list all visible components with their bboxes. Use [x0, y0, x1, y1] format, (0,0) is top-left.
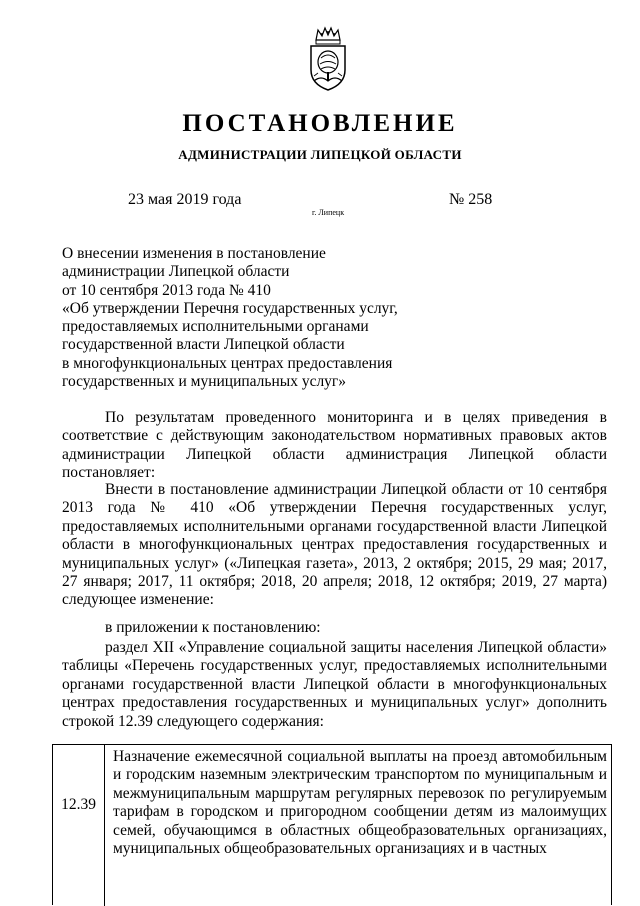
document-title: ПОСТАНОВЛЕНИЕ — [182, 110, 458, 137]
paragraph-section: раздел XII «Управление социальной защиты населения Липецкой области» таблицы «Перечень государственных услуг, предоставляемых исполнительными органами государственной власти Липецкой области в многофункциональных центрах предоставления государственных и муниципальных услуг» дополнить строкой 12.39 следующего содержания: — [62, 639, 607, 730]
paragraph-appendix: в приложении к постановлению: — [105, 619, 321, 636]
paragraph-preamble: По результатам проведенного мониторинга и в целях приведения в соответствие с действующим законодательством нормативных правовых актов администрации Липецкой области администрация Липецкой области постановляет: — [62, 409, 607, 482]
document-date: 23 мая 2019 года — [128, 191, 242, 208]
about-line: государственной власти Липецкой области — [62, 336, 345, 354]
about-line: от 10 сентября 2013 года № 410 — [62, 281, 271, 299]
document-subtitle: АДМИНИСТРАЦИИ ЛИПЕЦКОЙ ОБЛАСТИ — [178, 147, 462, 162]
about-line: «Об утверждении Перечня государственных услуг, — [62, 299, 398, 317]
services-table — [52, 744, 612, 905]
document-city: г. Липецк — [312, 208, 345, 217]
about-line: администрации Липецкой области — [62, 263, 290, 281]
table-row-text: Назначение ежемесячной социальной выплаты на проезд автомобильным и городским наземным электрическим транспортом по муниципальным и межмуниципальным маршрутам регулярных перевозок по регулируемым тарифам в городском и пригородном сообщении детям из малоимущих семей, обучающимся в областных общеобразовательных организациях, муниципальных общеобразовательных организациях и в частных — [113, 748, 607, 858]
coat-of-arms-icon — [304, 26, 352, 92]
about-line: О внесении изменения в постановление — [62, 245, 326, 262]
table-row-number — [53, 745, 105, 906]
about-line: государственных и муниципальных услуг» — [62, 373, 347, 391]
document-about-block — [62, 245, 482, 391]
paragraph-amendment: Внести в постановление администрации Липецкой области от 10 сентября 2013 года № 410 «Об утверждении Перечня государственных услуг, предоставляемых исполнительными органами государственной власти Липецкой области в многофункциональных центрах предоставления государственных и муниципальных услуг» («Липецкая газета», 2013, 2 октября; 2015, 29 мая; 2017, 27 января; 2017, 11 октября; 2018, 20 апреля; 2018, 12 октября; 2019, 27 марта) следующее изменение: — [62, 481, 607, 609]
about-line: в многофункциональных центрах предоставления — [62, 354, 393, 372]
row-number-text: 12.39 — [61, 795, 96, 813]
about-line: предоставляемых исполнительными органами — [62, 318, 369, 336]
document-number: № 258 — [449, 191, 493, 208]
